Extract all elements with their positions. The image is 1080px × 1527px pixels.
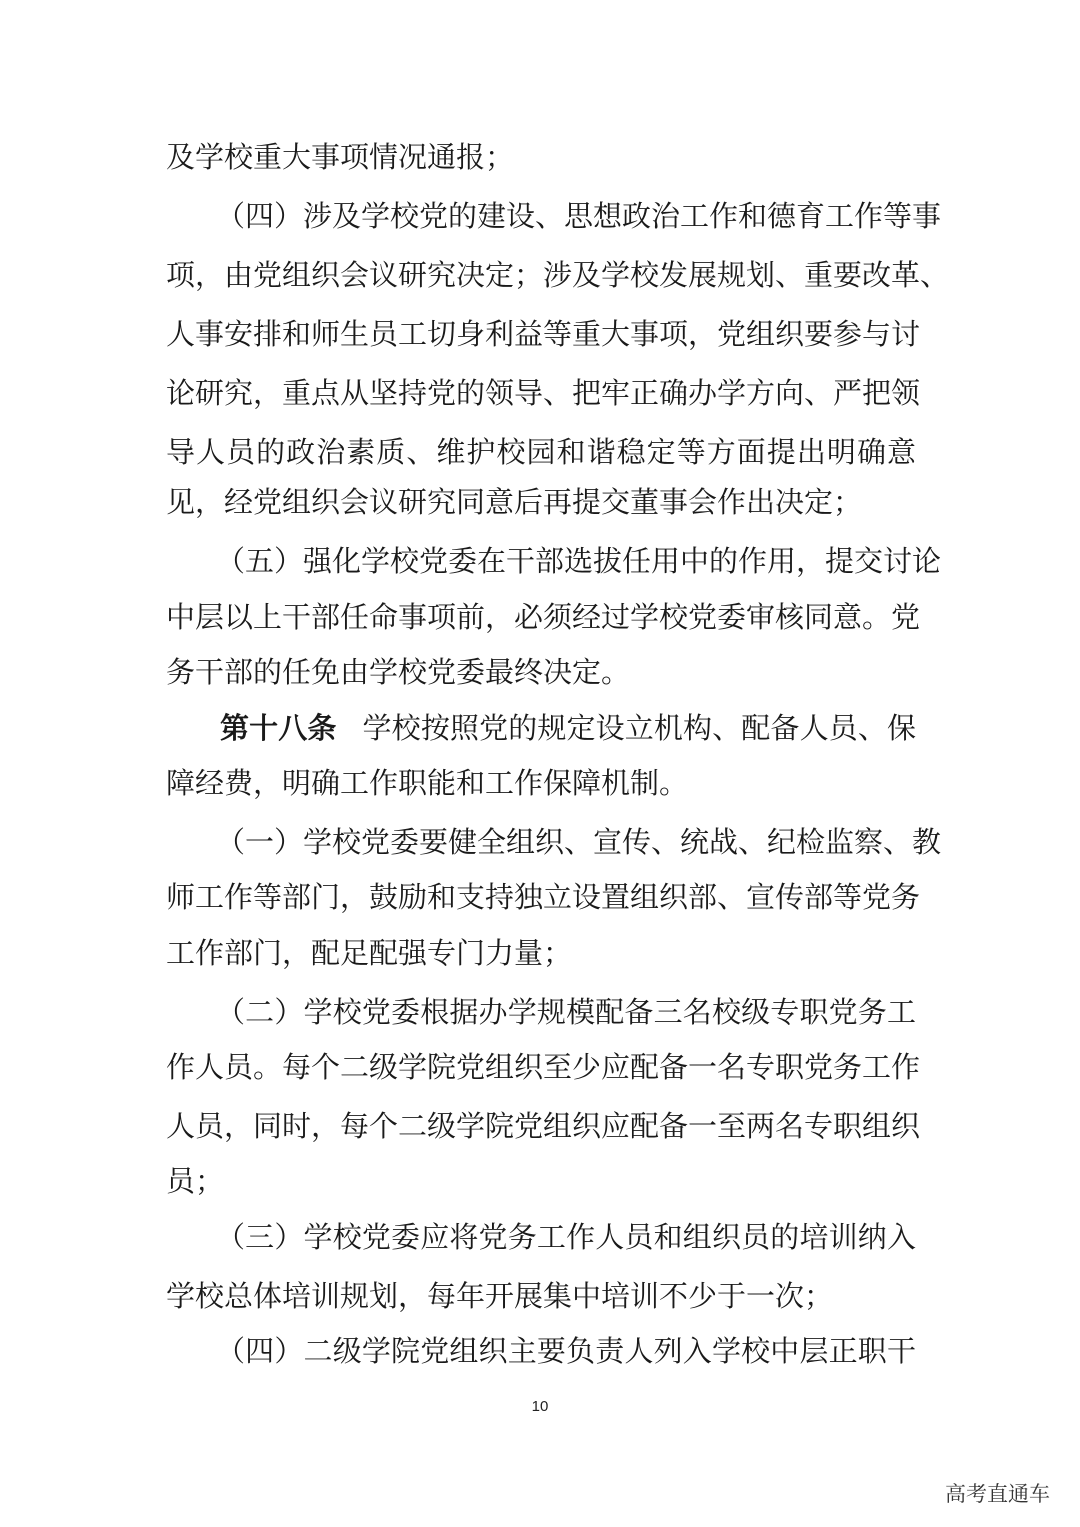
- text-line: 员；: [166, 1164, 225, 1198]
- page-number: 10: [531, 1398, 549, 1415]
- article-heading-line: [220, 708, 916, 748]
- text-line: 障经费，明确工作职能和工作保障机制。: [166, 766, 689, 800]
- text-line: 论研究，重点从坚持党的领导、把牢正确办学方向、严把领: [166, 376, 921, 410]
- text-line: 学校总体培训规划，每年开展集中培训不少于一次；: [166, 1279, 834, 1313]
- text-line: 务干部的任免由学校党委最终决定。: [166, 655, 631, 689]
- text-line: （四）二级学院党组织主要负责人列入学校中层正职干: [216, 1334, 916, 1368]
- text-line: （五）强化学校党委在干部选拔任用中的作用，提交讨论: [216, 544, 942, 578]
- text-line: （三）学校党委应将党务工作人员和组织员的培训纳入: [216, 1220, 916, 1254]
- text-line: 人事安排和师生员工切身利益等重大事项，党组织要参与讨: [166, 317, 921, 351]
- article-text: 学校按照党的规定设立机构、配备人员、保: [362, 711, 916, 745]
- text-line: 工作部门，配足配强专门力量；: [166, 936, 573, 970]
- text-line: 作人员。每个二级学院党组织至少应配备一名专职党务工作: [166, 1050, 921, 1084]
- watermark-text: 高考直通车: [945, 1482, 1050, 1506]
- article-number: 第十八条: [220, 711, 337, 745]
- text-line: 中层以上干部任命事项前，必须经过学校党委审核同意。党: [166, 600, 921, 634]
- text-line: 师工作等部门，鼓励和支持独立设置组织部、宣传部等党务: [166, 880, 921, 914]
- text-line: （一）学校党委要健全组织、宣传、统战、纪检监察、教: [216, 825, 942, 859]
- text-line: 见，经党组织会议研究同意后再提交董事会作出决定；: [166, 485, 863, 519]
- text-line: 人员，同时，每个二级学院党组织应配备一至两名专职组织: [166, 1109, 921, 1143]
- text-line: （二）学校党委根据办学规模配备三名校级专职党务工: [216, 995, 916, 1029]
- text-line: （四）涉及学校党的建设、思想政治工作和德育工作等事: [216, 199, 942, 233]
- text-line: 及学校重大事项情况通报；: [166, 140, 515, 174]
- text-line: 导人员的政治素质、维护校园和谐稳定等方面提出明确意: [166, 435, 916, 469]
- text-line: 项，由党组织会议研究决定；涉及学校发展规划、重要改革、: [166, 258, 950, 292]
